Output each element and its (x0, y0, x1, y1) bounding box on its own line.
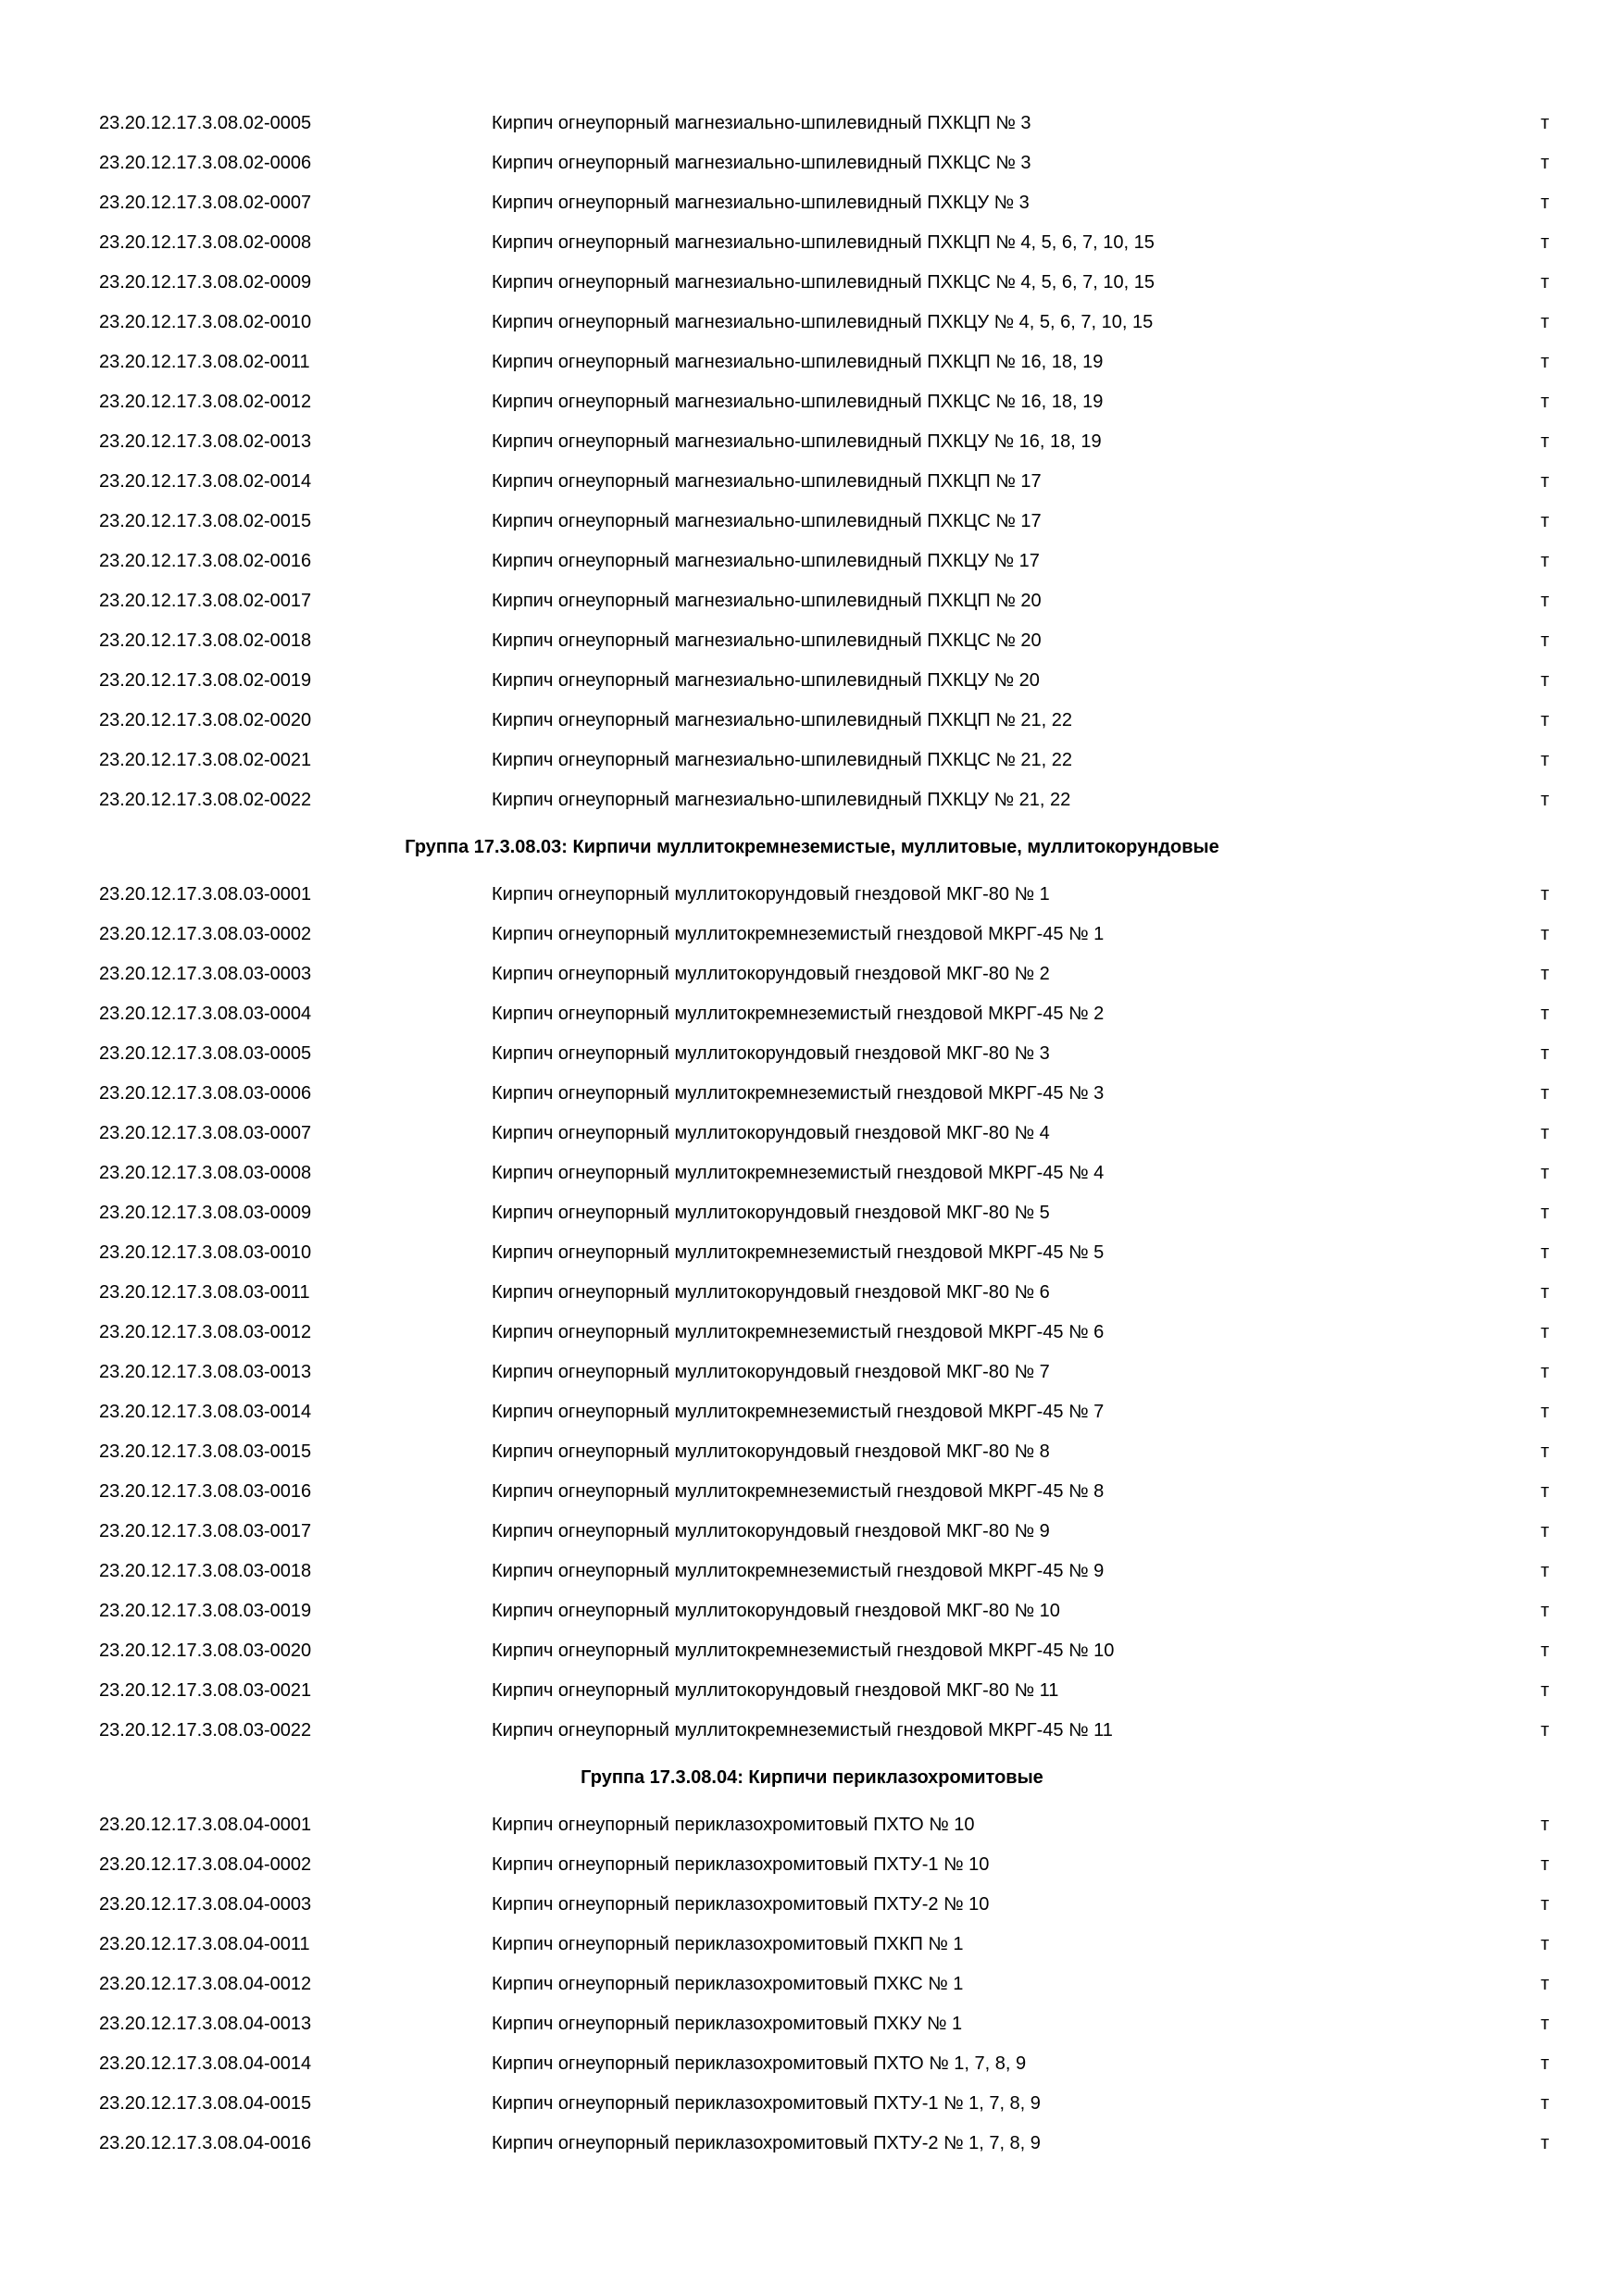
item-name: Кирпич огнеупорный муллитокорундовый гнездовой МКГ-80 № 6 (492, 1282, 1050, 1303)
item-code: 23.20.12.17.3.08.04-0015 (99, 2093, 312, 2114)
item-name: Кирпич огнеупорный муллитокремнеземистый гнездовой МКРГ-45 № 9 (492, 1561, 1105, 1581)
table-row (0, 1965, 1624, 2004)
item-code: 23.20.12.17.3.08.04-0001 (99, 1815, 312, 1835)
item-name: Кирпич огнеупорный магнезиально-шпилевидный ПХКЦС № 16, 18, 19 (492, 392, 1104, 412)
item-name: Кирпич огнеупорный магнезиально-шпилевидный ПХКЦП № 21, 22 (492, 710, 1072, 730)
table-row (0, 1154, 1624, 1193)
item-name: Кирпич огнеупорный магнезиально-шпилевидный ПХКЦП № 16, 18, 19 (492, 352, 1104, 372)
item-unit: т (1541, 153, 1550, 173)
table-row (0, 303, 1624, 343)
item-name: Кирпич огнеупорный муллитокремнеземистый гнездовой МКРГ-45 № 4 (492, 1163, 1105, 1183)
item-code: 23.20.12.17.3.08.03-0006 (99, 1083, 312, 1104)
item-unit: т (1541, 2093, 1550, 2114)
item-name: Кирпич огнеупорный периклазохромитовый ПХТУ-2 № 1, 7, 8, 9 (492, 2133, 1041, 2153)
item-code: 23.20.12.17.3.08.03-0019 (99, 1601, 312, 1621)
item-unit: т (1541, 352, 1550, 372)
item-unit: т (1541, 591, 1550, 611)
item-code: 23.20.12.17.3.08.02-0019 (99, 670, 312, 691)
item-name: Кирпич огнеупорный муллитокорундовый гнездовой МКГ-80 № 5 (492, 1203, 1050, 1223)
item-code: 23.20.12.17.3.08.03-0010 (99, 1242, 312, 1263)
table-row (0, 1925, 1624, 1965)
item-name: Кирпич огнеупорный муллитокремнеземистый гнездовой МКРГ-45 № 7 (492, 1402, 1105, 1422)
table-row (0, 955, 1624, 994)
table-row (0, 104, 1624, 144)
item-code: 23.20.12.17.3.08.02-0007 (99, 193, 312, 213)
group-heading: Группа 17.3.08.04: Кирпичи периклазохромитовые (581, 1767, 1043, 1788)
item-unit: т (1541, 1362, 1550, 1382)
item-unit: т (1541, 750, 1550, 770)
item-unit: т (1541, 964, 1550, 984)
table-row (0, 223, 1624, 263)
item-code: 23.20.12.17.3.08.03-0022 (99, 1720, 312, 1741)
item-unit: т (1541, 1680, 1550, 1701)
item-name: Кирпич огнеупорный магнезиально-шпилевидный ПХКЦС № 21, 22 (492, 750, 1073, 770)
item-code: 23.20.12.17.3.08.03-0004 (99, 1004, 312, 1024)
table-row (0, 343, 1624, 382)
item-code: 23.20.12.17.3.08.03-0018 (99, 1561, 312, 1581)
item-name: Кирпич огнеупорный магнезиально-шпилевидный ПХКЦП № 20 (492, 591, 1042, 611)
item-name: Кирпич огнеупорный муллитокорундовый гнездовой МКГ-80 № 1 (492, 884, 1050, 905)
table-row (0, 2084, 1624, 2124)
table-row (0, 183, 1624, 223)
item-name: Кирпич огнеупорный муллитокорундовый гнездовой МКГ-80 № 10 (492, 1601, 1060, 1621)
item-code: 23.20.12.17.3.08.04-0013 (99, 2014, 312, 2034)
table-row (0, 1552, 1624, 1591)
item-code: 23.20.12.17.3.08.02-0006 (99, 153, 312, 173)
item-unit: т (1541, 924, 1550, 944)
item-unit: т (1541, 1441, 1550, 1462)
item-unit: т (1541, 630, 1550, 651)
item-name: Кирпич огнеупорный муллитокремнеземистый гнездовой МКРГ-45 № 8 (492, 1481, 1105, 1502)
table-row (0, 701, 1624, 741)
item-name: Кирпич огнеупорный муллитокремнеземистый гнездовой МКРГ-45 № 1 (492, 924, 1105, 944)
item-unit: т (1541, 1203, 1550, 1223)
table-row (0, 2004, 1624, 2044)
table-row (0, 1193, 1624, 1233)
item-unit: т (1541, 113, 1550, 133)
item-name: Кирпич огнеупорный муллитокремнеземистый гнездовой МКРГ-45 № 10 (492, 1641, 1115, 1661)
item-name: Кирпич огнеупорный магнезиально-шпилевидный ПХКЦУ № 4, 5, 6, 7, 10, 15 (492, 312, 1154, 332)
item-unit: т (1541, 1481, 1550, 1502)
item-code: 23.20.12.17.3.08.02-0022 (99, 790, 312, 810)
table-row (0, 1273, 1624, 1313)
item-name: Кирпич огнеупорный муллитокорундовый гнездовой МКГ-80 № 11 (492, 1680, 1059, 1701)
item-name: Кирпич огнеупорный муллитокремнеземистый гнездовой МКРГ-45 № 3 (492, 1083, 1105, 1104)
item-code: 23.20.12.17.3.08.03-0014 (99, 1402, 312, 1422)
table-row (0, 422, 1624, 462)
item-name: Кирпич огнеупорный муллитокремнеземистый гнездовой МКРГ-45 № 11 (492, 1720, 1113, 1741)
table-row (0, 994, 1624, 1034)
item-name: Кирпич огнеупорный магнезиально-шпилевидный ПХКЦС № 17 (492, 511, 1042, 531)
item-name: Кирпич огнеупорный муллитокорундовый гнездовой МКГ-80 № 7 (492, 1362, 1050, 1382)
table-row (0, 462, 1624, 502)
item-unit: т (1541, 232, 1550, 253)
table-row (0, 382, 1624, 422)
item-name: Кирпич огнеупорный магнезиально-шпилевидный ПХКЦП № 4, 5, 6, 7, 10, 15 (492, 232, 1155, 253)
item-code: 23.20.12.17.3.08.02-0012 (99, 392, 312, 412)
item-unit: т (1541, 1163, 1550, 1183)
item-name: Кирпич огнеупорный магнезиально-шпилевидный ПХКЦС № 4, 5, 6, 7, 10, 15 (492, 272, 1155, 293)
table-row (0, 621, 1624, 661)
item-name: Кирпич огнеупорный муллитокремнеземистый гнездовой МКРГ-45 № 5 (492, 1242, 1105, 1263)
item-code: 23.20.12.17.3.08.03-0007 (99, 1123, 312, 1143)
item-unit: т (1541, 790, 1550, 810)
item-code: 23.20.12.17.3.08.03-0017 (99, 1521, 312, 1541)
item-code: 23.20.12.17.3.08.02-0017 (99, 591, 312, 611)
table-row (0, 1074, 1624, 1114)
item-unit: т (1541, 1402, 1550, 1422)
table-row (0, 1885, 1624, 1925)
price-list (0, 104, 1624, 2164)
table-row (0, 263, 1624, 303)
table-row (0, 1353, 1624, 1392)
item-code: 23.20.12.17.3.08.03-0021 (99, 1680, 312, 1701)
item-code: 23.20.12.17.3.08.03-0013 (99, 1362, 312, 1382)
table-row (0, 1591, 1624, 1631)
item-name: Кирпич огнеупорный магнезиально-шпилевидный ПХКЦП № 17 (492, 471, 1042, 492)
table-row (0, 1034, 1624, 1074)
table-row (0, 144, 1624, 183)
item-code: 23.20.12.17.3.08.04-0011 (99, 1934, 310, 1954)
table-row (0, 1805, 1624, 1845)
item-unit: т (1541, 2053, 1550, 2074)
item-unit: т (1541, 1561, 1550, 1581)
item-unit: т (1541, 1974, 1550, 1994)
item-name: Кирпич огнеупорный магнезиально-шпилевидный ПХКЦУ № 16, 18, 19 (492, 431, 1102, 452)
item-code: 23.20.12.17.3.08.03-0001 (99, 884, 312, 905)
item-unit: т (1541, 1043, 1550, 1064)
table-row (0, 1631, 1624, 1671)
item-unit: т (1541, 1641, 1550, 1661)
item-unit: т (1541, 431, 1550, 452)
item-name: Кирпич огнеупорный магнезиально-шпилевидный ПХКЦС № 20 (492, 630, 1042, 651)
item-code: 23.20.12.17.3.08.03-0003 (99, 964, 312, 984)
item-name: Кирпич огнеупорный периклазохромитовый ПХКС № 1 (492, 1974, 964, 1994)
item-unit: т (1541, 2014, 1550, 2034)
item-name: Кирпич огнеупорный магнезиально-шпилевидный ПХКЦС № 3 (492, 153, 1031, 173)
item-name: Кирпич огнеупорный муллитокремнеземистый гнездовой МКРГ-45 № 6 (492, 1322, 1105, 1342)
item-name: Кирпич огнеупорный магнезиально-шпилевидный ПХКЦП № 3 (492, 113, 1031, 133)
item-name: Кирпич огнеупорный периклазохромитовый ПХТО № 10 (492, 1815, 975, 1835)
item-unit: т (1541, 193, 1550, 213)
item-code: 23.20.12.17.3.08.02-0021 (99, 750, 312, 770)
item-unit: т (1541, 1894, 1550, 1915)
item-code: 23.20.12.17.3.08.04-0003 (99, 1894, 312, 1915)
table-row (0, 542, 1624, 581)
item-name: Кирпич огнеупорный периклазохромитовый ПХКУ № 1 (492, 2014, 963, 2034)
item-code: 23.20.12.17.3.08.02-0011 (99, 352, 310, 372)
item-unit: т (1541, 710, 1550, 730)
item-code: 23.20.12.17.3.08.04-0012 (99, 1974, 312, 1994)
item-code: 23.20.12.17.3.08.04-0002 (99, 1854, 312, 1875)
item-name: Кирпич огнеупорный периклазохромитовый ПХТУ-2 № 10 (492, 1894, 990, 1915)
table-row (0, 1313, 1624, 1353)
item-code: 23.20.12.17.3.08.02-0015 (99, 511, 312, 531)
item-unit: т (1541, 2133, 1550, 2153)
table-row (0, 915, 1624, 955)
item-unit: т (1541, 1322, 1550, 1342)
item-unit: т (1541, 551, 1550, 571)
item-code: 23.20.12.17.3.08.02-0020 (99, 710, 312, 730)
item-name: Кирпич огнеупорный магнезиально-шпилевидный ПХКЦУ № 3 (492, 193, 1030, 213)
item-code: 23.20.12.17.3.08.03-0012 (99, 1322, 312, 1342)
table-row (0, 661, 1624, 701)
item-name: Кирпич огнеупорный муллитокремнеземистый гнездовой МКРГ-45 № 2 (492, 1004, 1105, 1024)
table-row (0, 780, 1624, 820)
item-unit: т (1541, 1282, 1550, 1303)
table-row (0, 1671, 1624, 1711)
item-code: 23.20.12.17.3.08.02-0013 (99, 431, 312, 452)
item-unit: т (1541, 1242, 1550, 1263)
item-code: 23.20.12.17.3.08.02-0018 (99, 630, 312, 651)
item-unit: т (1541, 1854, 1550, 1875)
item-code: 23.20.12.17.3.08.03-0002 (99, 924, 312, 944)
item-name: Кирпич огнеупорный периклазохромитовый ПХТО № 1, 7, 8, 9 (492, 2053, 1027, 2074)
item-code: 23.20.12.17.3.08.02-0014 (99, 471, 312, 492)
item-code: 23.20.12.17.3.08.02-0016 (99, 551, 312, 571)
table-row (0, 1233, 1624, 1273)
item-name: Кирпич огнеупорный муллитокорундовый гнездовой МКГ-80 № 4 (492, 1123, 1050, 1143)
item-name: Кирпич огнеупорный муллитокорундовый гнездовой МКГ-80 № 3 (492, 1043, 1050, 1064)
item-code: 23.20.12.17.3.08.04-0016 (99, 2133, 312, 2153)
item-code: 23.20.12.17.3.08.03-0005 (99, 1043, 312, 1064)
item-name: Кирпич огнеупорный магнезиально-шпилевидный ПХКЦУ № 17 (492, 551, 1040, 571)
item-code: 23.20.12.17.3.08.03-0008 (99, 1163, 312, 1183)
table-row (0, 741, 1624, 780)
item-unit: т (1541, 1815, 1550, 1835)
table-row (0, 1432, 1624, 1472)
item-name: Кирпич огнеупорный муллитокорундовый гнездовой МКГ-80 № 8 (492, 1441, 1050, 1462)
item-code: 23.20.12.17.3.08.04-0014 (99, 2053, 312, 2074)
item-code: 23.20.12.17.3.08.02-0010 (99, 312, 312, 332)
table-row (0, 1472, 1624, 1512)
item-unit: т (1541, 1934, 1550, 1954)
table-row (0, 1711, 1624, 1751)
table-row (0, 1114, 1624, 1154)
item-name: Кирпич огнеупорный периклазохромитовый ПХТУ-1 № 1, 7, 8, 9 (492, 2093, 1041, 2114)
item-name: Кирпич огнеупорный муллитокорундовый гнездовой МКГ-80 № 9 (492, 1521, 1050, 1541)
item-unit: т (1541, 1601, 1550, 1621)
item-unit: т (1541, 1123, 1550, 1143)
item-code: 23.20.12.17.3.08.02-0005 (99, 113, 312, 133)
item-unit: т (1541, 1083, 1550, 1104)
item-name: Кирпич огнеупорный периклазохромитовый ПХТУ-1 № 10 (492, 1854, 990, 1875)
item-code: 23.20.12.17.3.08.03-0015 (99, 1441, 312, 1462)
table-row (0, 875, 1624, 915)
item-unit: т (1541, 392, 1550, 412)
item-code: 23.20.12.17.3.08.03-0009 (99, 1203, 312, 1223)
table-row (0, 2044, 1624, 2084)
table-row (0, 581, 1624, 621)
item-unit: т (1541, 670, 1550, 691)
item-unit: т (1541, 1521, 1550, 1541)
table-row (0, 1845, 1624, 1885)
item-code: 23.20.12.17.3.08.02-0008 (99, 232, 312, 253)
item-code: 23.20.12.17.3.08.03-0011 (99, 1282, 310, 1303)
item-unit: т (1541, 884, 1550, 905)
table-row (0, 2124, 1624, 2164)
item-unit: т (1541, 272, 1550, 293)
item-unit: т (1541, 471, 1550, 492)
item-unit: т (1541, 1004, 1550, 1024)
table-row (0, 1392, 1624, 1432)
table-row (0, 502, 1624, 542)
item-code: 23.20.12.17.3.08.02-0009 (99, 272, 312, 293)
item-unit: т (1541, 1720, 1550, 1741)
group-heading: Группа 17.3.08.03: Кирпичи муллитокремнеземистые, муллитовые, муллитокорундовые (405, 837, 1219, 857)
item-name: Кирпич огнеупорный магнезиально-шпилевидный ПХКЦУ № 21, 22 (492, 790, 1071, 810)
item-code: 23.20.12.17.3.08.03-0016 (99, 1481, 312, 1502)
item-unit: т (1541, 312, 1550, 332)
item-unit: т (1541, 511, 1550, 531)
table-row (0, 1512, 1624, 1552)
item-name: Кирпич огнеупорный муллитокорундовый гнездовой МКГ-80 № 2 (492, 964, 1050, 984)
item-name: Кирпич огнеупорный периклазохромитовый ПХКП № 1 (492, 1934, 964, 1954)
item-name: Кирпич огнеупорный магнезиально-шпилевидный ПХКЦУ № 20 (492, 670, 1040, 691)
item-code: 23.20.12.17.3.08.03-0020 (99, 1641, 312, 1661)
